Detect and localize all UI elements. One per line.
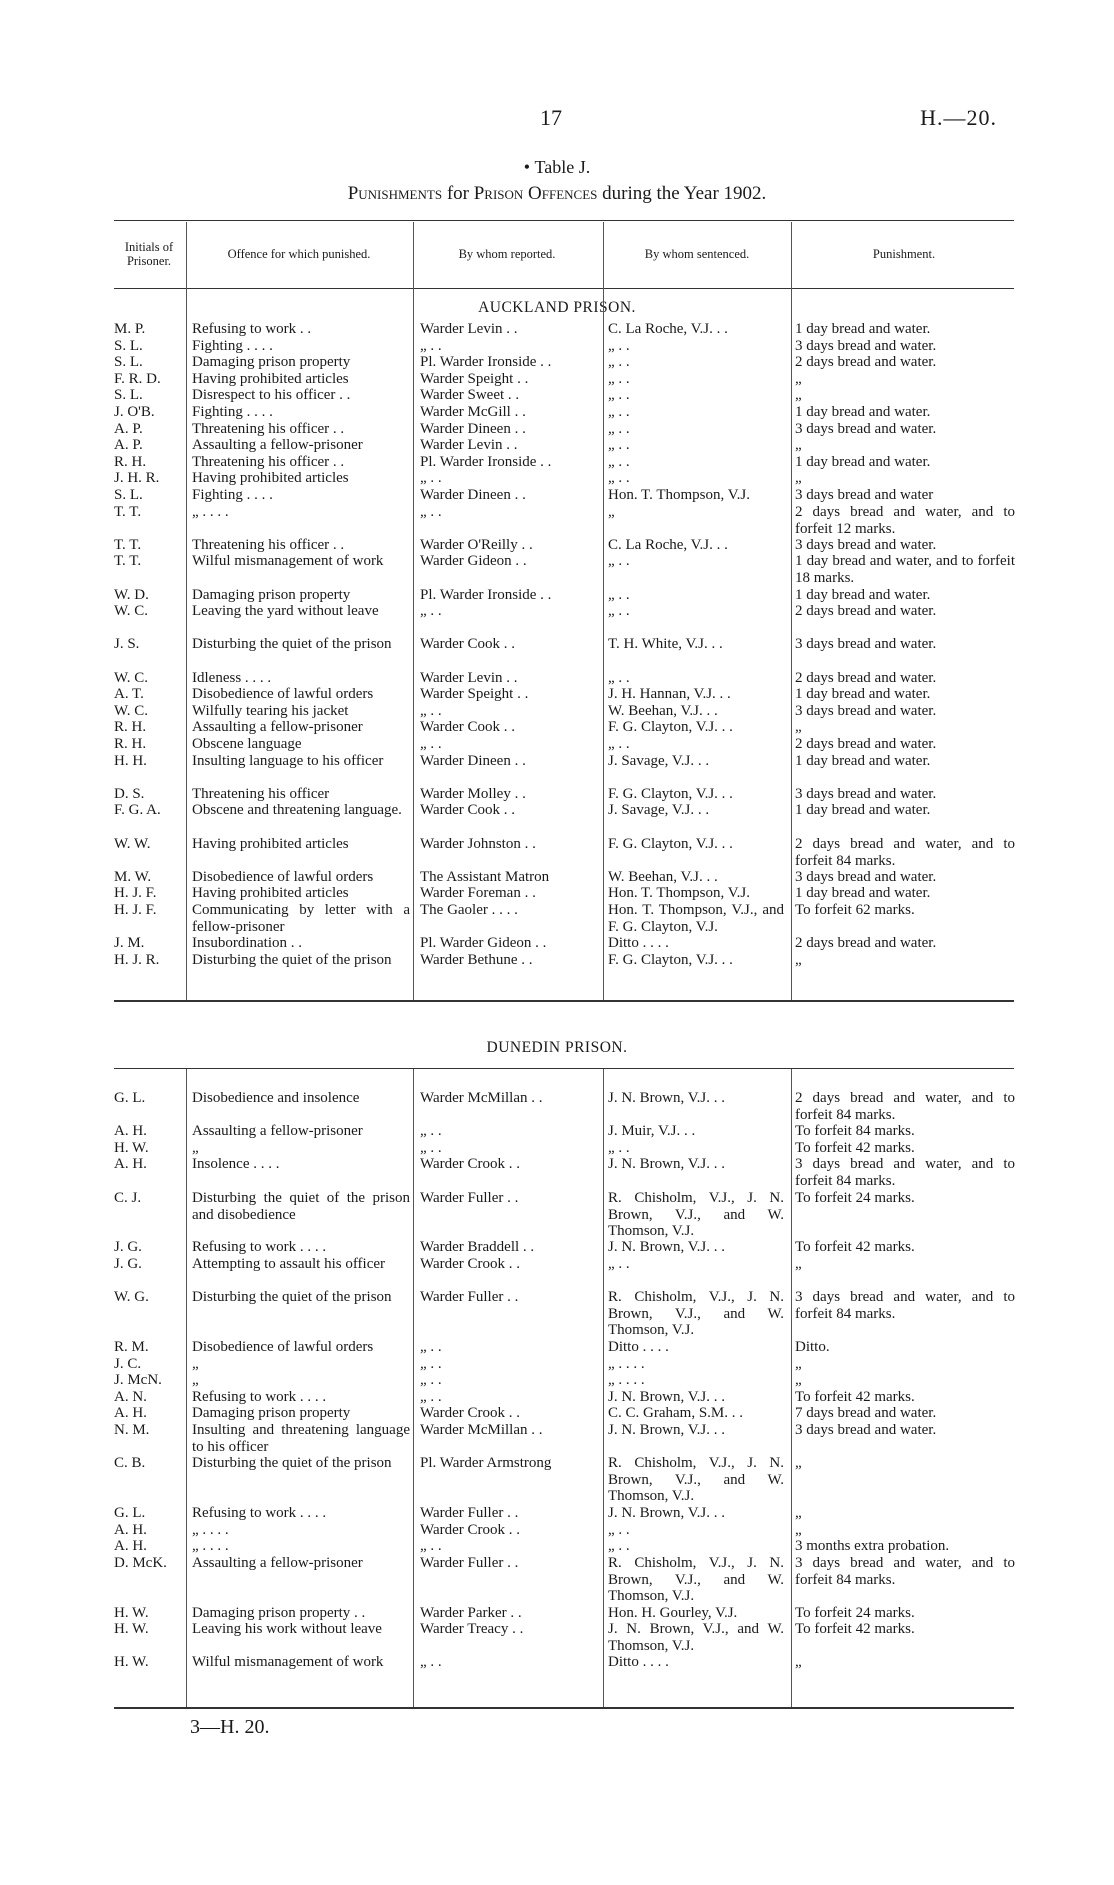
reported-cell: Warder Crook . . [420,1256,521,1272]
column-header-offence: Offence for which punished. [227,246,371,261]
sentenced-cell: „ . . . . [608,1372,645,1388]
sentenced-cell: R. Chisholm, V.J., J. N. Brown, V.J., and W. Thomson, V.J. [608,1455,784,1504]
offence-cell: Attempting to assault his officer [192,1256,386,1272]
sentenced-cell: Hon. T. Thompson, V.J. [608,885,750,901]
section-title: DUNEDIN PRISON. [486,1039,628,1056]
punishment-cell: „ [795,952,802,968]
offence-cell: Communicating by letter with a fellow-prisoner [192,902,410,935]
punishment-cell: 2 days bread and water, and to forfeit 12 marks. [795,504,1015,537]
initials-cell: D. McK. [114,1555,167,1571]
punishment-cell: Ditto. [795,1339,830,1355]
punishment-cell: 2 days bread and water, and to forfeit 84 marks. [795,836,1015,869]
column-rule [186,1069,187,1707]
sentenced-cell: Ditto . . . . [608,935,669,951]
initials-cell: A. H. [114,1405,147,1421]
offence-cell: Disturbing the quiet of the prison [192,1455,392,1471]
sentenced-cell: F. G. Clayton, V.J. . . [608,836,733,852]
document-reference: H.—20. [920,105,997,130]
offence-cell: Threatening his officer . . [192,421,345,437]
offence-cell: Refusing to work . . [192,321,312,337]
offence-cell: Insubordination . . [192,935,302,951]
section-bottom-rule [114,1000,1014,1002]
punishment-cell: To forfeit 42 marks. [795,1389,915,1405]
offence-cell: Refusing to work . . . . [192,1239,327,1255]
sentenced-cell: C. C. Graham, S.M. . . [608,1405,743,1421]
reported-cell: „ . . [420,603,442,619]
initials-cell: H. W. [114,1605,149,1621]
sentenced-cell: J. N. Brown, V.J. . . [608,1090,725,1106]
sentenced-cell: „ . . [608,404,630,420]
initials-cell: S. L. [114,338,143,354]
punishment-cell: 2 days bread and water, and to forfeit 84 marks. [795,1090,1015,1123]
punishment-cell: 1 day bread and water. [795,404,931,420]
sentenced-cell: „ . . [608,470,630,486]
initials-cell: D. S. [114,786,145,802]
section-bottom-rule [114,1707,1014,1709]
reported-cell: „ . . [420,736,442,752]
offence-cell: Disturbing the quiet of the prison [192,636,392,652]
initials-cell: F. G. A. [114,802,161,818]
sentenced-cell: J. N. Brown, V.J. . . [608,1156,725,1172]
reported-cell: Warder McMillan . . [420,1422,543,1438]
punishment-cell: 3 days bread and water. [795,786,937,802]
offence-cell: Damaging prison property [192,587,351,603]
punishment-cell: 1 day bread and water. [795,802,931,818]
reported-cell: Warder Speight . . [420,686,529,702]
offence-cell: Threatening his officer . . [192,537,345,553]
sentenced-cell: T. H. White, V.J. . . [608,636,723,652]
initials-cell: A. H. [114,1123,147,1139]
punishment-cell: „ [795,1256,802,1272]
offence-cell: Refusing to work . . . . [192,1389,327,1405]
punishment-cell: To forfeit 42 marks. [795,1621,915,1637]
offence-cell: Fighting . . . . [192,487,273,503]
offence-cell: Insulting and threatening language to his officer [192,1422,410,1455]
punishment-cell: 3 days bread and water [795,487,934,503]
initials-cell: J. S. [114,636,140,652]
column-rule [791,222,792,1000]
offence-cell: Idleness . . . . [192,670,272,686]
title-part-2: for [442,183,474,204]
offence-cell: Assaulting a fellow-prisoner [192,437,363,453]
offence-cell: Damaging prison property . . [192,1605,366,1621]
offence-cell: Assaulting a fellow-prisoner [192,1555,363,1571]
table-label: • Table J. [523,157,591,177]
offence-cell: Disturbing the quiet of the prison and disobedience [192,1190,410,1223]
offence-cell: „ [192,1140,199,1156]
offence-cell: Fighting . . . . [192,338,273,354]
reported-cell: Pl. Warder Ironside . . [420,454,552,470]
initials-cell: A. P. [114,437,143,453]
column-header-row [114,222,1014,287]
initials-cell: G. L. [114,1505,146,1521]
offence-cell: Wilful mismanagement of work [192,553,384,569]
sentenced-cell: „ . . [608,553,630,569]
reported-cell: Warder Crook . . [420,1405,521,1421]
section-rule [114,1068,1014,1069]
offence-cell: Insolence . . . . [192,1156,280,1172]
punishment-cell: „ [795,1372,802,1388]
punishment-cell: 3 days bread and water. [795,421,937,437]
initials-cell: W. C. [114,670,149,686]
offence-cell: Having prohibited articles [192,885,349,901]
reported-cell: Pl. Warder Gideon . . [420,935,547,951]
sentenced-cell: J. Savage, V.J. . . [608,802,710,818]
reported-cell: Warder Dineen . . [420,487,526,503]
column-rule [603,222,604,1000]
punishment-cell: To forfeit 42 marks. [795,1239,915,1255]
offence-cell: Fighting . . . . [192,404,273,420]
punishment-cell: 3 days bread and water. [795,1422,937,1438]
initials-cell: M. W. [114,869,152,885]
reported-cell: Warder Foreman . . [420,885,536,901]
sentenced-cell: C. La Roche, V.J. . . [608,537,728,553]
initials-cell: R. H. [114,736,147,752]
sentenced-cell: „ . . [608,387,630,403]
section-title: AUCKLAND PRISON. [478,299,636,316]
sentenced-cell: „ . . [608,1538,630,1554]
offence-cell: Obscene and threatening language. [192,802,402,818]
sentenced-cell: „ . . [608,587,630,603]
punishment-cell: „ [795,1654,802,1670]
offence-cell: Insulting language to his officer [192,753,384,769]
sentenced-cell: J. N. Brown, V.J. . . [608,1422,725,1438]
offence-cell: Disrespect to his officer . . [192,387,351,403]
initials-cell: A. H. [114,1156,147,1172]
sentenced-cell: „ . . [608,1522,630,1538]
reported-cell: Warder Cook . . [420,636,516,652]
sentenced-cell: Ditto . . . . [608,1339,669,1355]
sentenced-cell: F. G. Clayton, V.J. . . [608,719,733,735]
initials-cell: R. H. [114,454,147,470]
sentenced-cell: „ . . [608,603,630,619]
punishment-cell: To forfeit 24 marks. [795,1605,915,1621]
initials-cell: H. W. [114,1654,149,1670]
initials-cell: S. L. [114,387,143,403]
initials-cell: J. McN. [114,1372,162,1388]
offence-cell: Damaging prison property [192,354,351,370]
reported-cell: Warder Dineen . . [420,753,526,769]
punishment-cell: 1 day bread and water. [795,686,931,702]
initials-cell: H. H. [114,753,147,769]
reported-cell: „ . . [420,1140,442,1156]
sentenced-cell: „ . . [608,736,630,752]
column-header-reported: By whom reported. [458,246,556,261]
sentenced-cell: Ditto . . . . [608,1654,669,1670]
sentenced-cell: „ . . [608,371,630,387]
sentenced-cell: „ . . [608,670,630,686]
reported-cell: Warder Levin . . [420,437,518,453]
reported-cell: Warder Gideon . . [420,553,527,569]
sentenced-cell: Hon. T. Thompson, V.J. [608,487,750,503]
title-part-3: Prison Offences [473,183,598,204]
offence-cell: Wilfully tearing his jacket [192,703,349,719]
page-number: 17 [540,105,562,130]
sentenced-cell: C. La Roche, V.J. . . [608,321,728,337]
offence-cell: Leaving his work without leave [192,1621,382,1637]
reported-cell: Warder Crook . . [420,1522,521,1538]
initials-cell: S. L. [114,487,143,503]
punishment-cell: 2 days bread and water. [795,603,937,619]
offence-cell: Having prohibited articles [192,470,349,486]
sentenced-cell: „ . . [608,338,630,354]
sentenced-cell: „ [608,504,615,520]
offence-cell: Disobedience and insolence [192,1090,360,1106]
reported-cell: „ . . [420,1356,442,1372]
sentenced-cell: Hon. H. Gourley, V.J. [608,1605,738,1621]
punishment-cell: 1 day bread and water. [795,587,931,603]
offence-cell: Obscene language [192,736,302,752]
reported-cell: „ . . [420,703,442,719]
initials-cell: M. P. [114,321,146,337]
initials-cell: N. M. [114,1422,150,1438]
sentenced-cell: R. Chisholm, V.J., J. N. Brown, V.J., and W. Thomson, V.J. [608,1289,784,1338]
reported-cell: Warder Bethune . . [420,952,533,968]
reported-cell: The Gaoler . . . . [420,902,518,918]
initials-cell: C. J. [114,1190,142,1206]
sentenced-cell: Hon. T. Thompson, V.J., and F. G. Clayton, V.J. [608,902,784,935]
sentenced-cell: J. N. Brown, V.J., and W. Thomson, V.J. [608,1621,784,1654]
sentenced-cell: J. N. Brown, V.J. . . [608,1239,725,1255]
offence-cell: Disturbing the quiet of the prison [192,1289,392,1305]
initials-cell: A. N. [114,1389,147,1405]
reported-cell: „ . . [420,1654,442,1670]
reported-cell: The Assistant Matron [420,869,550,885]
punishment-cell: „ [795,470,802,486]
initials-cell: W. G. [114,1289,149,1305]
offence-cell: Disobedience of lawful orders [192,869,374,885]
initials-cell: J. C. [114,1356,142,1372]
column-rule [603,1069,604,1707]
table-label-text: Table J. [534,157,591,177]
column-rule [413,1069,414,1707]
column-rule [791,1069,792,1707]
initials-cell: W. D. [114,587,149,603]
initials-cell: W. W. [114,836,151,852]
offence-cell: Threatening his officer . . [192,454,345,470]
punishment-cell: „ [795,371,802,387]
punishment-cell: 3 days bread and water. [795,869,937,885]
reported-cell: Warder Cook . . [420,719,516,735]
punishment-cell: To forfeit 24 marks. [795,1190,915,1206]
reported-cell: „ . . [420,338,442,354]
sentenced-cell: F. G. Clayton, V.J. . . [608,952,733,968]
reported-cell: Warder Speight . . [420,371,529,387]
reported-cell: Warder Levin . . [420,670,518,686]
punishment-cell: 2 days bread and water. [795,736,937,752]
offence-cell: Disobedience of lawful orders [192,686,374,702]
reported-cell: Warder Sweet . . [420,387,520,403]
initials-cell: R. M. [114,1339,149,1355]
sentenced-cell: J. H. Hannan, V.J. . . [608,686,731,702]
offence-cell: Wilful mismanagement of work [192,1654,384,1670]
reported-cell: Warder Fuller . . [420,1190,519,1206]
offence-cell: Assaulting a fellow-prisoner [192,719,363,735]
initials-cell: H. J. R. [114,952,160,968]
reported-cell: Warder Fuller . . [420,1505,519,1521]
reported-cell: Warder Fuller . . [420,1289,519,1305]
initials-cell: J. G. [114,1239,142,1255]
reported-cell: Warder McGill . . [420,404,526,420]
header-bottom-rule [114,288,1014,289]
reported-cell: Pl. Warder Ironside . . [420,587,552,603]
sentenced-cell: J. Savage, V.J. . . [608,753,710,769]
offence-cell: „ [192,1372,199,1388]
offence-cell: Having prohibited articles [192,836,349,852]
reported-cell: „ . . [420,1123,442,1139]
column-header-sentenced: By whom sentenced. [644,246,750,261]
reported-cell: „ . . [420,504,442,520]
column-header-initials: Initials of Prisoner. [124,240,174,268]
reported-cell: Warder Cook . . [420,802,516,818]
reported-cell: „ . . [420,1389,442,1405]
reported-cell: Warder Crook . . [420,1156,521,1172]
initials-cell: F. R. D. [114,371,161,387]
punishment-cell: 3 days bread and water, and to forfeit 84 marks. [795,1156,1015,1189]
punishment-cell: 3 days bread and water, and to forfeit 84 marks. [795,1289,1015,1322]
initials-cell: H. W. [114,1621,149,1637]
punishment-cell: „ [795,1505,802,1521]
initials-cell: R. H. [114,719,147,735]
reported-cell: „ . . [420,1372,442,1388]
initials-cell: W. C. [114,603,149,619]
punishment-cell: 2 days bread and water. [795,670,937,686]
punishment-cell: 3 days bread and water. [795,338,937,354]
punishment-cell: To forfeit 84 marks. [795,1123,915,1139]
punishment-cell: 3 days bread and water, and to forfeit 84 marks. [795,1555,1015,1588]
punishment-cell: 1 day bread and water, and to forfeit 18 marks. [795,553,1015,586]
sentenced-cell: W. Beehan, V.J. . . [608,869,718,885]
reported-cell: Pl. Warder Ironside . . [420,354,552,370]
initials-cell: H. W. [114,1140,149,1156]
punishment-cell: 7 days bread and water. [795,1405,937,1421]
offence-cell: Damaging prison property [192,1405,351,1421]
initials-cell: J. O'B. [114,404,155,420]
reported-cell: Warder Johnston . . [420,836,536,852]
sentenced-cell: „ . . [608,1256,630,1272]
punishment-cell: „ [795,1455,802,1471]
punishment-cell: „ [795,437,802,453]
reported-cell: Warder Molley . . [420,786,526,802]
initials-cell: W. C. [114,703,149,719]
reported-cell: Warder Treacy . . [420,1621,524,1637]
sentenced-cell: J. N. Brown, V.J. . . [608,1505,725,1521]
sentenced-cell: J. Muir, V.J. . . [608,1123,696,1139]
sentenced-cell: R. Chisholm, V.J., J. N. Brown, V.J., and W. Thomson, V.J. [608,1190,784,1239]
reported-cell: „ . . [420,1339,442,1355]
punishment-cell: 3 days bread and water. [795,537,937,553]
reported-cell: Warder Parker . . [420,1605,522,1621]
initials-cell: G. L. [114,1090,146,1106]
offence-cell: Having prohibited articles [192,371,349,387]
reported-cell: Warder Fuller . . [420,1555,519,1571]
initials-cell: J. H. R. [114,470,160,486]
punishment-cell: „ [795,1522,802,1538]
initials-cell: C. B. [114,1455,146,1471]
punishment-cell: 1 day bread and water. [795,454,931,470]
offence-cell: „ . . . . [192,1522,229,1538]
sentenced-cell: R. Chisholm, V.J., J. N. Brown, V.J., and W. Thomson, V.J. [608,1555,784,1604]
table-title [0,183,1114,205]
initials-cell: T. T. [114,504,142,520]
offence-cell: Leaving the yard without leave [192,603,379,619]
initials-cell: T. T. [114,537,142,553]
reported-cell: Warder O'Reilly . . [420,537,533,553]
reported-cell: Pl. Warder Armstrong [420,1455,552,1471]
initials-cell: A. H. [114,1538,147,1554]
punishment-cell: 2 days bread and water. [795,354,937,370]
initials-cell: S. L. [114,354,143,370]
title-part-4: during the Year 1902. [597,183,767,204]
punishment-cell: „ [795,719,802,735]
punishment-cell: „ [795,1356,802,1372]
reported-cell: „ . . [420,1538,442,1554]
sentenced-cell: „ . . [608,1140,630,1156]
punishment-cell: 3 months extra probation. [795,1538,950,1554]
sentenced-cell: „ . . [608,454,630,470]
initials-cell: A. P. [114,421,143,437]
offence-cell: Assaulting a fellow-prisoner [192,1123,363,1139]
initials-cell: H. J. F. [114,902,157,918]
offence-cell: Disturbing the quiet of the prison [192,952,392,968]
punishment-cell: To forfeit 62 marks. [795,902,915,918]
column-header-punishment: Punishment. [872,246,936,261]
sentenced-cell: W. Beehan, V.J. . . [608,703,718,719]
column-rule [186,222,187,1000]
punishment-cell: 1 day bread and water. [795,753,931,769]
offence-cell: „ [192,1356,199,1372]
title-part-1: Punishments [347,183,443,204]
sentenced-cell: „ . . [608,354,630,370]
reported-cell: Warder McMillan . . [420,1090,543,1106]
offence-cell: „ . . . . [192,504,229,520]
reported-cell: Warder Dineen . . [420,421,526,437]
sentenced-cell: F. G. Clayton, V.J. . . [608,786,733,802]
initials-cell: T. T. [114,553,142,569]
offence-cell: „ . . . . [192,1538,229,1554]
header-top-rule [114,220,1014,221]
offence-cell: Refusing to work . . . . [192,1505,327,1521]
initials-cell: J. G. [114,1256,142,1272]
punishment-cell: 1 day bread and water. [795,321,931,337]
reported-cell: „ . . [420,470,442,486]
footer-signature: 3—H. 20. [190,1716,270,1738]
offence-cell: Threatening his officer [192,786,330,802]
punishment-cell: „ [795,387,802,403]
punishment-cell: To forfeit 42 marks. [795,1140,915,1156]
sentenced-cell: J. N. Brown, V.J. . . [608,1389,725,1405]
initials-cell: J. M. [114,935,145,951]
punishment-cell: 3 days bread and water. [795,703,937,719]
column-rule [413,222,414,1000]
sentenced-cell: „ . . [608,437,630,453]
offence-cell: Disobedience of lawful orders [192,1339,374,1355]
reported-cell: Warder Braddell . . [420,1239,535,1255]
sentenced-cell: „ . . [608,421,630,437]
initials-cell: A. H. [114,1522,147,1538]
punishment-cell: 3 days bread and water. [795,636,937,652]
initials-cell: A. T. [114,686,144,702]
punishment-cell: 2 days bread and water. [795,935,937,951]
punishment-cell: 1 day bread and water. [795,885,931,901]
initials-cell: H. J. F. [114,885,157,901]
reported-cell: Warder Levin . . [420,321,518,337]
sentenced-cell: „ . . . . [608,1356,645,1372]
